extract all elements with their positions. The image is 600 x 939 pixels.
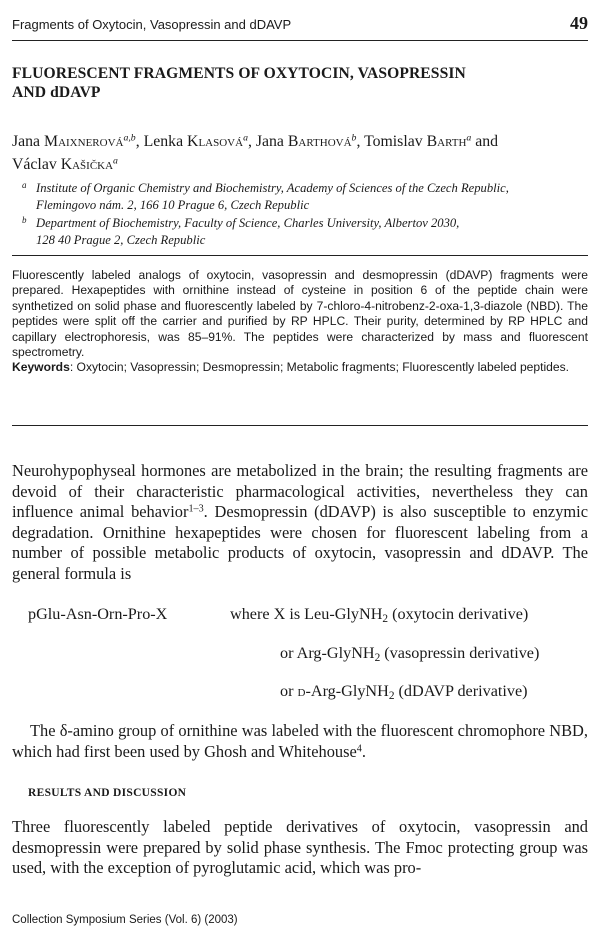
formula-text: (vasopressin derivative): [380, 644, 540, 662]
affiliation-line: Department of Biochemistry, Faculty of Science, Charles University, Albertov 2030,: [36, 216, 460, 230]
author-separator: ,: [247, 133, 256, 150]
page-footer: Collection Symposium Series (Vol. 6) (2003): [12, 914, 238, 926]
formula-text: (dDAVP derivative): [394, 682, 528, 700]
author-last-name: Kašička: [60, 156, 114, 173]
formula-variant-vasopressin: [280, 643, 539, 663]
formula-text: or Arg-GlyNH: [280, 644, 375, 662]
author-last-name: Barth: [426, 133, 467, 150]
formula-text: -Arg-GlyNH: [305, 682, 389, 700]
intro-text: Neurohypophyseal hormones are metabolized in the brain; the resulting fragments are devoid of their characteristic pharmacological activities, nevertheless they can influence animal behavior: [12, 461, 588, 521]
author-first-name: Lenka: [143, 133, 188, 150]
author-conjunction: and: [471, 133, 499, 150]
author-first-name: Jana: [255, 133, 288, 150]
paper-title-line1: FLUORESCENT FRAGMENTS OF OXYTOCIN, VASOPRESSIN: [12, 65, 466, 82]
formula-text: where X is Leu-GlyNH: [230, 605, 383, 623]
intro-paragraph: [12, 461, 588, 584]
nbd-paragraph: [12, 721, 588, 762]
affiliation-marker: b: [351, 132, 357, 144]
formula-subscript: 2: [374, 651, 381, 664]
keywords: [12, 360, 588, 375]
affiliation-line: 128 40 Prague 2, Czech Republic: [36, 233, 206, 247]
affiliation-b: [22, 215, 582, 249]
general-formula: pGlu-Asn-Orn-Pro-X: [28, 605, 168, 623]
affiliation-marker: a,b: [123, 132, 136, 144]
results-paragraph: Three fluorescently labeled peptide derivatives of oxytocin, vasopressin and desmopressin were prepared by solid phase synthesis. The Fmoc protecting group was used, with the exception of pyroglutamic acid, which was pro-: [12, 817, 588, 877]
formula-subscript: 2: [388, 689, 395, 702]
author-first-name: Jana: [12, 133, 45, 150]
section-heading: RESULTS AND DISCUSSION: [28, 787, 187, 799]
formula-variant-ddavp: [280, 681, 528, 701]
author-last-name: Maixnerová: [44, 133, 124, 150]
abstract-box: [12, 255, 588, 426]
keywords-list: : Oxytocin; Vasopressin; Desmopressin; Metabolic fragments; Fluorescently labeled peptides.: [69, 360, 570, 375]
citation-ref: 4: [356, 742, 362, 754]
formula-variant-oxytocin: [230, 604, 528, 624]
paper-title-line2: AND dDAVP: [12, 84, 101, 101]
citation-ref: 1–3: [188, 503, 204, 515]
author-list: [12, 130, 587, 176]
affiliation-line: Flemingovo nám. 2, 166 10 Prague 6, Czech Republic: [36, 198, 310, 212]
running-head-title: Fragments of Oxytocin, Vasopressin and dDAVP: [12, 17, 292, 32]
affiliation-marker: a: [466, 132, 472, 144]
formula-text: or: [280, 682, 298, 700]
affiliations: [22, 180, 582, 250]
formula-text: (oxytocin derivative): [388, 605, 529, 623]
paragraph-text: The δ-amino group of ornithine was labeled with the fluorescent chromophore NBD, which had first been used by Ghosh and Whitehouse: [12, 721, 588, 761]
author-separator: ,: [356, 133, 365, 150]
paragraph-text: .: [361, 741, 366, 761]
intro-text: . Desmopressin (dDAVP) is also susceptible to enzymic degradation. Ornithine hexapeptides were chosen for fluorescent labeling from a number of possible metabolic products of oxytocin, vasopressin and dDAVP. The general formula is: [12, 502, 588, 583]
author-first-name: Václav: [12, 156, 61, 173]
author-last-name: Barthová: [287, 133, 352, 150]
author-last-name: Klasová: [187, 133, 244, 150]
affiliation-a: [22, 180, 582, 214]
affiliation-line: Institute of Organic Chemistry and Biochemistry, Academy of Sciences of the Czech Republic,: [36, 181, 509, 195]
affiliation-marker: a: [113, 155, 118, 167]
abstract-text: Fluorescently labeled analogs of oxytocin, vasopressin and desmopressin (dDAVP) fragments were prepared. Hexapeptides with ornithine instead of cysteine in position 6 of the peptide chain were synthetized on solid phase and fluorescently labeled by 7-chloro-4-nitrobenz-2-oxa-1,3-diazole (NBD). The peptides were split off the carrier and purified by RP HPLC. Their purity, determined by RP HPLC and capillary electrophoresis, was 85–91%. The peptides were characterized by mass and fluorescent spectrometry.: [12, 268, 588, 360]
running-head: [12, 10, 588, 41]
affiliation-marker: b: [22, 215, 27, 225]
paper-title: [12, 64, 572, 102]
affiliation-marker: a: [22, 180, 27, 190]
formula-d-prefix: d: [297, 682, 306, 700]
affiliation-marker: a: [243, 132, 248, 144]
author-first-name: Tomislav: [364, 133, 427, 150]
page-number: 49: [570, 13, 588, 33]
keywords-label: Keywords: [12, 360, 70, 375]
author-separator: ,: [135, 133, 144, 150]
formula-subscript: 2: [382, 612, 389, 625]
